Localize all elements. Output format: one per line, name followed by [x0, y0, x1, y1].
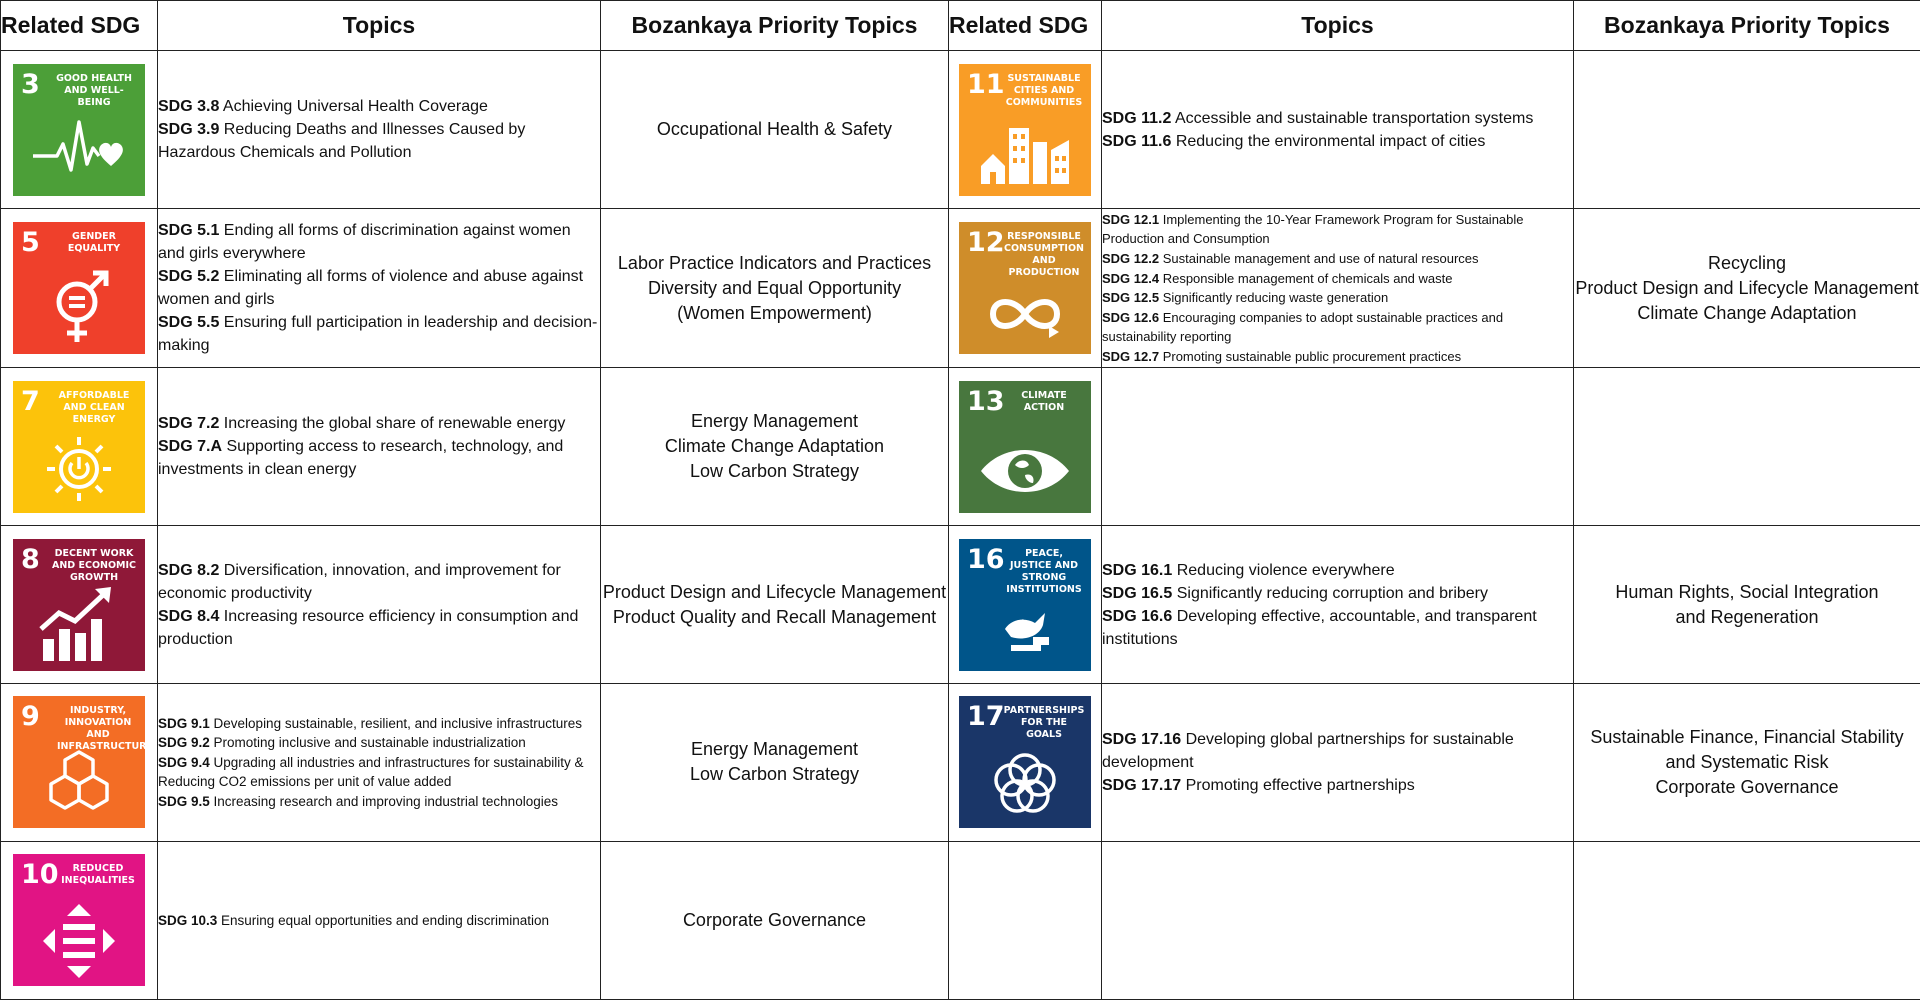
goal-title: RESPONSIBLE CONSUMPTION AND PRODUCTION [1003, 231, 1084, 279]
goal-title: AFFORDABLE AND CLEAN ENERGY [58, 389, 130, 425]
topic-code: SDG 9.1 [158, 715, 210, 731]
topics-cell [1102, 51, 1574, 209]
topic-text: Ensuring full participation in leadership and decision-making [158, 314, 598, 355]
table-row [1, 368, 1920, 526]
topic-item [1102, 559, 1573, 582]
topic-text: Promoting sustainable public procurement practices [1159, 348, 1462, 364]
priority-cell [601, 368, 949, 526]
sdg-tile [13, 381, 145, 513]
priority-topic: Climate Change Adaptation [1637, 302, 1857, 323]
priority-topic: Sustainable Finance, Financial Stability [1590, 726, 1904, 747]
rings-icon [975, 736, 1075, 822]
cubes-icon [29, 736, 129, 822]
priority-topic: Recycling [1707, 252, 1787, 273]
goal-title: INDUSTRY, INNOVATION AND INFRASTRUCTURE [57, 705, 153, 753]
header-topics-left: Topics [158, 1, 601, 51]
sdg-tile [13, 539, 145, 671]
priority-topic: Diversity and Equal Opportunity [647, 277, 902, 298]
topic-text: Accessible and sustainable transportation systems [1171, 109, 1534, 127]
topic-item [158, 311, 600, 357]
topic-code: SDG 3.9 [158, 121, 220, 139]
topic-item [158, 265, 600, 311]
priority-topic: Climate Change Adaptation [664, 436, 885, 457]
gender-equality-icon [29, 262, 129, 348]
sdg-tile [959, 381, 1091, 513]
priority-topic: Energy Management [690, 411, 859, 432]
topic-item [158, 911, 600, 931]
priority-topic: Corporate Governance [1655, 776, 1839, 797]
topic-text: Significantly reducing corruption and bribery [1172, 584, 1488, 602]
header-row [1, 1, 1920, 51]
topic-code: SDG 8.2 [158, 561, 220, 579]
topic-item [1102, 774, 1573, 797]
topic-item [158, 792, 600, 812]
goal-number: 17 [967, 701, 1005, 733]
priority-topic: Product Design and Lifecycle Management [602, 581, 947, 602]
topic-text: Diversification, innovation, and improvement for economic productivity [158, 561, 561, 602]
goal-number: 13 [967, 385, 1005, 417]
topic-item [1102, 347, 1573, 367]
priority-cell [1574, 51, 1920, 209]
topic-item [158, 714, 600, 734]
table-row [1, 526, 1920, 684]
priority-cell [601, 841, 949, 999]
topic-code: SDG 7.2 [158, 415, 220, 433]
topics-cell [158, 209, 601, 368]
priority-topic: Energy Management [690, 739, 859, 760]
topic-text: Upgrading all industries and infrastructures for sustainability & Reducing CO2 emissions per unit of value added [158, 754, 584, 790]
topics-cell [158, 368, 601, 526]
goal-number: 16 [967, 543, 1005, 575]
priority-topic: and Systematic Risk [1665, 751, 1829, 772]
priority-cell [601, 684, 949, 842]
topics-cell [1102, 209, 1574, 368]
topics-cell [158, 526, 601, 684]
topic-item [158, 412, 600, 435]
sun-power-icon [29, 421, 129, 507]
goal-title: PEACE, JUSTICE AND STRONG INSTITUTIONS [1006, 547, 1082, 595]
priority-cell [601, 526, 949, 684]
topic-code: SDG 9.2 [158, 735, 210, 751]
topic-text: Developing effective, accountable, and transparent institutions [1102, 607, 1537, 648]
topic-code: SDG 17.16 [1102, 730, 1182, 748]
topic-text: Implementing the 10-Year Framework Program for Sustainable Production and Consumption [1102, 211, 1524, 247]
header-priority-right: Bozankaya Priority Topics [1574, 1, 1920, 51]
topic-text: Increasing research and improving industrial technologies [209, 793, 558, 809]
table-row [1, 841, 1920, 999]
goal-title: PARTNERSHIPS FOR THE GOALS [1003, 705, 1085, 741]
priority-cell [601, 209, 949, 368]
priority-topic: (Women Empowerment) [677, 302, 872, 323]
topic-item [1102, 728, 1573, 774]
topic-text: Achieving Universal Health Coverage [219, 98, 488, 116]
goal-number: 7 [21, 385, 40, 417]
topic-item [1102, 249, 1573, 269]
sdg-tile [959, 222, 1091, 354]
topic-code: SDG 9.5 [158, 793, 210, 809]
topic-item [158, 118, 600, 164]
topic-text: Responsible management of chemicals and waste [1159, 270, 1453, 286]
topics-cell [158, 684, 601, 842]
sdg-tile [13, 696, 153, 828]
topic-text: Significantly reducing waste generation [1159, 290, 1389, 306]
sdg-tile [959, 539, 1091, 671]
topic-code: SDG 10.3 [158, 912, 218, 928]
topic-code: SDG 12.5 [1102, 290, 1160, 306]
topic-text: Promoting effective partnerships [1181, 776, 1415, 794]
heartbeat-icon [29, 104, 129, 190]
goal-title: SUSTAINABLE CITIES AND COMMUNITIES [1005, 72, 1083, 108]
header-related-sdg-left: Related SDG [1, 1, 158, 51]
priority-cell [601, 51, 949, 209]
topic-code: SDG 5.2 [158, 268, 220, 286]
topic-item [158, 605, 600, 651]
topic-item [1102, 107, 1573, 130]
earth-eye-icon [975, 421, 1075, 507]
topics-cell [158, 841, 601, 999]
table-row [1, 209, 1920, 368]
sdg-tile [959, 696, 1091, 828]
topic-code: SDG 11.6 [1102, 132, 1172, 150]
topic-code: SDG 5.1 [158, 222, 220, 240]
priority-cell [1574, 209, 1920, 368]
table-row [1, 51, 1920, 209]
topic-code: SDG 12.1 [1102, 211, 1160, 227]
topic-item [1102, 210, 1573, 249]
topic-code: SDG 7.A [158, 438, 223, 456]
topic-code: SDG 11.2 [1102, 109, 1172, 127]
topics-cell [1102, 684, 1574, 842]
sdg-tile [13, 222, 145, 354]
goal-title: REDUCED INEQUALITIES [61, 863, 135, 887]
table-row [1, 684, 1920, 842]
topic-text: Reducing violence everywhere [1172, 561, 1395, 579]
topic-item [158, 219, 600, 265]
topic-code: SDG 17.17 [1102, 776, 1182, 794]
priority-topic: Low Carbon Strategy [689, 461, 860, 482]
goal-title: DECENT WORK AND ECONOMIC GROWTH [51, 547, 137, 583]
topic-text: Reducing Deaths and Illnesses Caused by Hazardous Chemicals and Pollution [158, 121, 526, 162]
topic-item [1102, 288, 1573, 308]
topic-item [1102, 269, 1573, 289]
empty-cell [1102, 841, 1574, 999]
topics-cell [1102, 368, 1574, 526]
priority-topic: Product Design and Lifecycle Management [1575, 277, 1919, 298]
infinity-loop-icon [975, 262, 1075, 348]
priority-cell [1574, 368, 1920, 526]
topic-item [1102, 605, 1573, 651]
topic-code: SDG 9.4 [158, 754, 210, 770]
topic-code: SDG 8.4 [158, 607, 220, 625]
goal-number: 10 [21, 859, 59, 891]
goal-title: GOOD HEALTH AND WELL-BEING [56, 72, 132, 108]
priority-cell [1574, 684, 1920, 842]
topic-text: Promoting inclusive and sustainable industrialization [209, 735, 526, 751]
goal-number: 11 [967, 68, 1005, 100]
priority-topic: and Regeneration [1675, 606, 1819, 627]
topic-text: Increasing resource efficiency in consumption and production [158, 607, 579, 648]
header-priority-left: Bozankaya Priority Topics [601, 1, 949, 51]
topic-code: SDG 12.6 [1102, 309, 1160, 325]
topic-text: Ensuring equal opportunities and ending discrimination [217, 912, 549, 928]
sdg-tile [13, 64, 145, 196]
empty-cell [1574, 841, 1920, 999]
topic-item [158, 95, 600, 118]
empty-cell [949, 841, 1102, 999]
topic-item [1102, 582, 1573, 605]
dove-gavel-icon [975, 579, 1075, 665]
topic-item [158, 733, 600, 753]
goal-number: 9 [21, 701, 40, 733]
goal-title: GENDER EQUALITY [67, 231, 121, 255]
topic-text: Developing sustainable, resilient, and inclusive infrastructures [209, 715, 582, 731]
topic-code: SDG 12.4 [1102, 270, 1160, 286]
header-related-sdg-right: Related SDG [949, 1, 1102, 51]
sdg-tile [959, 64, 1091, 196]
topic-item [1102, 130, 1573, 153]
topic-text: Encouraging companies to adopt sustainable practices and sustainability reporting [1102, 309, 1504, 345]
priority-cell [1574, 526, 1920, 684]
priority-topic: Corporate Governance [682, 909, 867, 930]
topic-item [158, 753, 600, 792]
topic-code: SDG 5.5 [158, 314, 220, 332]
priority-topic: Low Carbon Strategy [689, 764, 860, 785]
topic-code: SDG 12.2 [1102, 250, 1160, 266]
topic-item [158, 559, 600, 605]
goal-number: 3 [21, 68, 40, 100]
priority-topic: Labor Practice Indicators and Practices [617, 252, 932, 273]
goal-number: 5 [21, 227, 40, 259]
topic-item [1102, 308, 1573, 347]
topic-text: Increasing the global share of renewable energy [219, 415, 566, 433]
topic-text: Developing global partnerships for sustainable development [1102, 730, 1514, 771]
priority-topic: Occupational Health & Safety [656, 119, 893, 140]
header-topics-right: Topics [1102, 1, 1574, 51]
topics-cell [158, 51, 601, 209]
topic-code: SDG 12.7 [1102, 348, 1160, 364]
topic-text: Ending all forms of discrimination against women and girls everywhere [158, 222, 571, 263]
sdg-tile [13, 854, 145, 986]
goal-number: 8 [21, 543, 40, 575]
topics-cell [1102, 526, 1574, 684]
topic-item [158, 435, 600, 481]
topic-text: Reducing the environmental impact of cities [1171, 132, 1486, 150]
topic-code: SDG 3.8 [158, 98, 220, 116]
topic-text: Supporting access to research, technology, and investments in clean energy [158, 438, 564, 479]
topic-text: Sustainable management and use of natural resources [1159, 250, 1479, 266]
city-buildings-icon [975, 104, 1075, 190]
priority-topic: Product Quality and Recall Management [612, 606, 937, 627]
topic-code: SDG 16.1 [1102, 561, 1173, 579]
equality-arrows-icon [29, 894, 129, 980]
topic-code: SDG 16.6 [1102, 607, 1173, 625]
goal-number: 12 [967, 227, 1005, 259]
priority-topic: Human Rights, Social Integration [1615, 581, 1879, 602]
topic-text: Eliminating all forms of violence and abuse against women and girls [158, 268, 584, 309]
goal-title: CLIMATE ACTION [1021, 389, 1067, 413]
growth-chart-icon [29, 579, 129, 665]
topic-code: SDG 16.5 [1102, 584, 1173, 602]
